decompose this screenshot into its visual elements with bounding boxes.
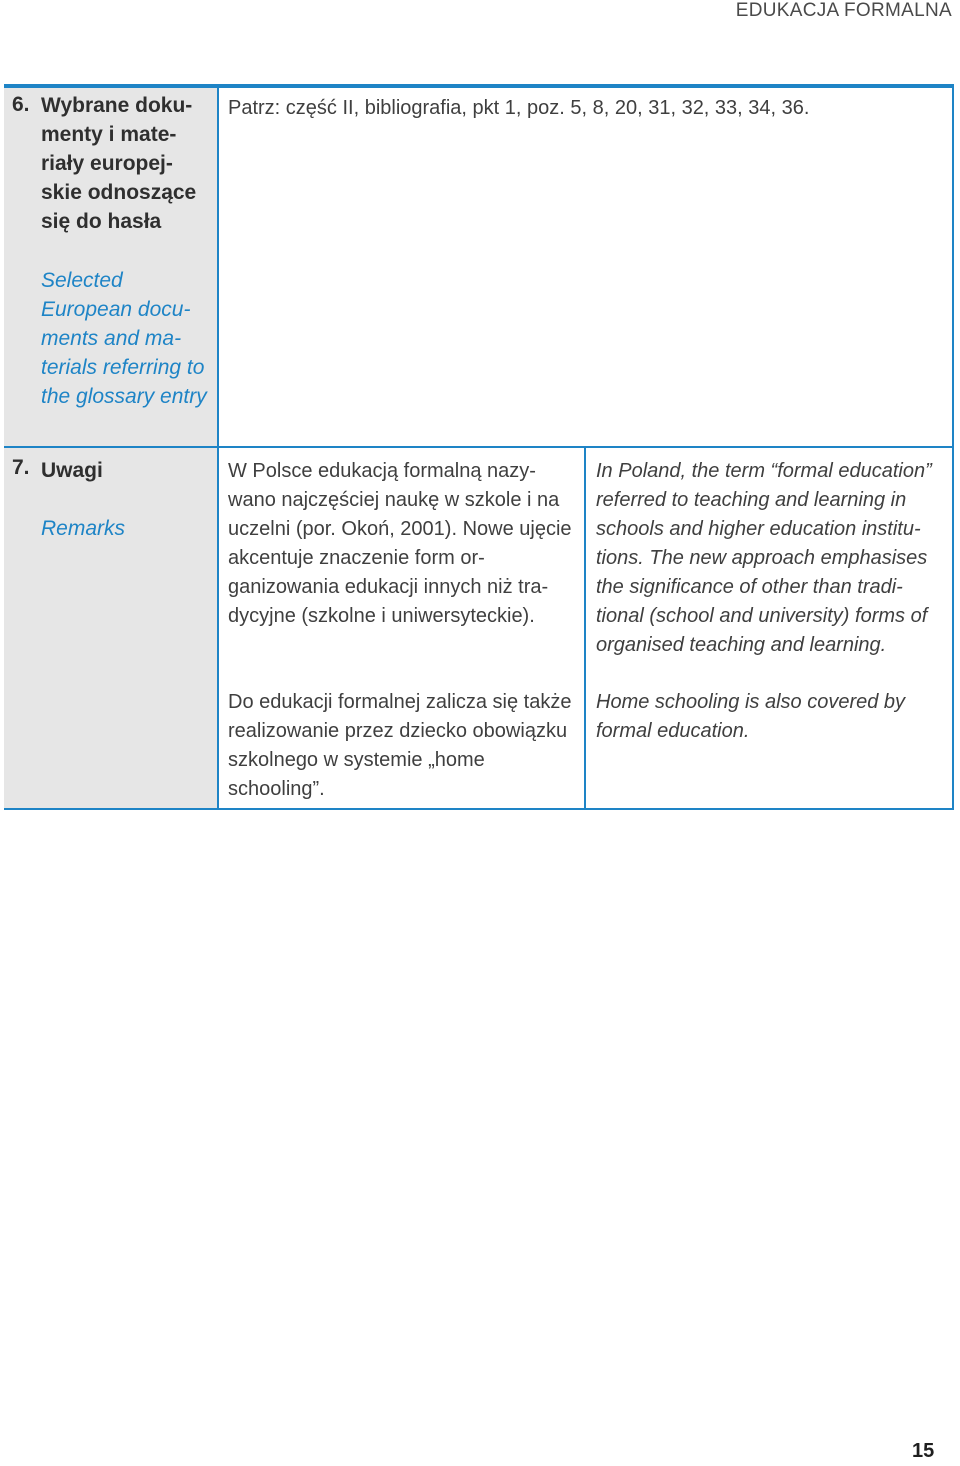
row-label-english: Selected European docu-ments and ma-terials referring to the glossary entry bbox=[41, 269, 207, 408]
table-right-border bbox=[952, 448, 954, 808]
column-divider bbox=[217, 88, 219, 446]
table-row bbox=[4, 88, 954, 446]
english-paragraph: Home schooling is also covered by formal education. bbox=[596, 691, 906, 742]
row-separator bbox=[4, 808, 954, 810]
page-number: 15 bbox=[912, 1440, 935, 1462]
row-label-cell bbox=[4, 448, 217, 808]
running-header: EDUKACJA FORMALNA bbox=[735, 0, 952, 21]
row-number: 7. bbox=[12, 456, 30, 479]
polish-paragraph: Do edukacji formalnej zalicza się także realizowanie przez dziecko obowiązku szkolnego w systemie „home schooling”. bbox=[228, 691, 572, 800]
row-number: 6. bbox=[12, 93, 30, 116]
column-divider bbox=[584, 448, 586, 808]
table-row bbox=[4, 448, 954, 808]
table-right-border bbox=[952, 88, 954, 446]
row-label-polish: Uwagi bbox=[41, 459, 103, 482]
row-label-english: Remarks bbox=[41, 517, 126, 540]
row-label-polish: Wybrane doku-menty i mate-riały europej-skie odnoszące się do hasła bbox=[41, 94, 197, 233]
row-content: Patrz: część II, bibliografia, pkt 1, poz. 5, 8, 20, 31, 32, 33, 34, 36. bbox=[228, 97, 810, 119]
english-paragraph: In Poland, the term “formal education” referred to teaching and learning in schools and higher education institu-tions. The new approach emphasises the significance of other than tradi-tional (school and university) forms of organised teaching and learning. bbox=[596, 460, 932, 656]
polish-paragraph: W Polsce edukacją formalną nazy-wano najczęściej naukę w szkole i na uczelni (por. Okoń, 2001). Nowe ujęcie akcentuje znaczenie form or-ganizowania edukacji innych niż tra-dycyjne (szkolne i uniwersyteckie). bbox=[228, 460, 572, 627]
column-divider bbox=[217, 448, 219, 808]
